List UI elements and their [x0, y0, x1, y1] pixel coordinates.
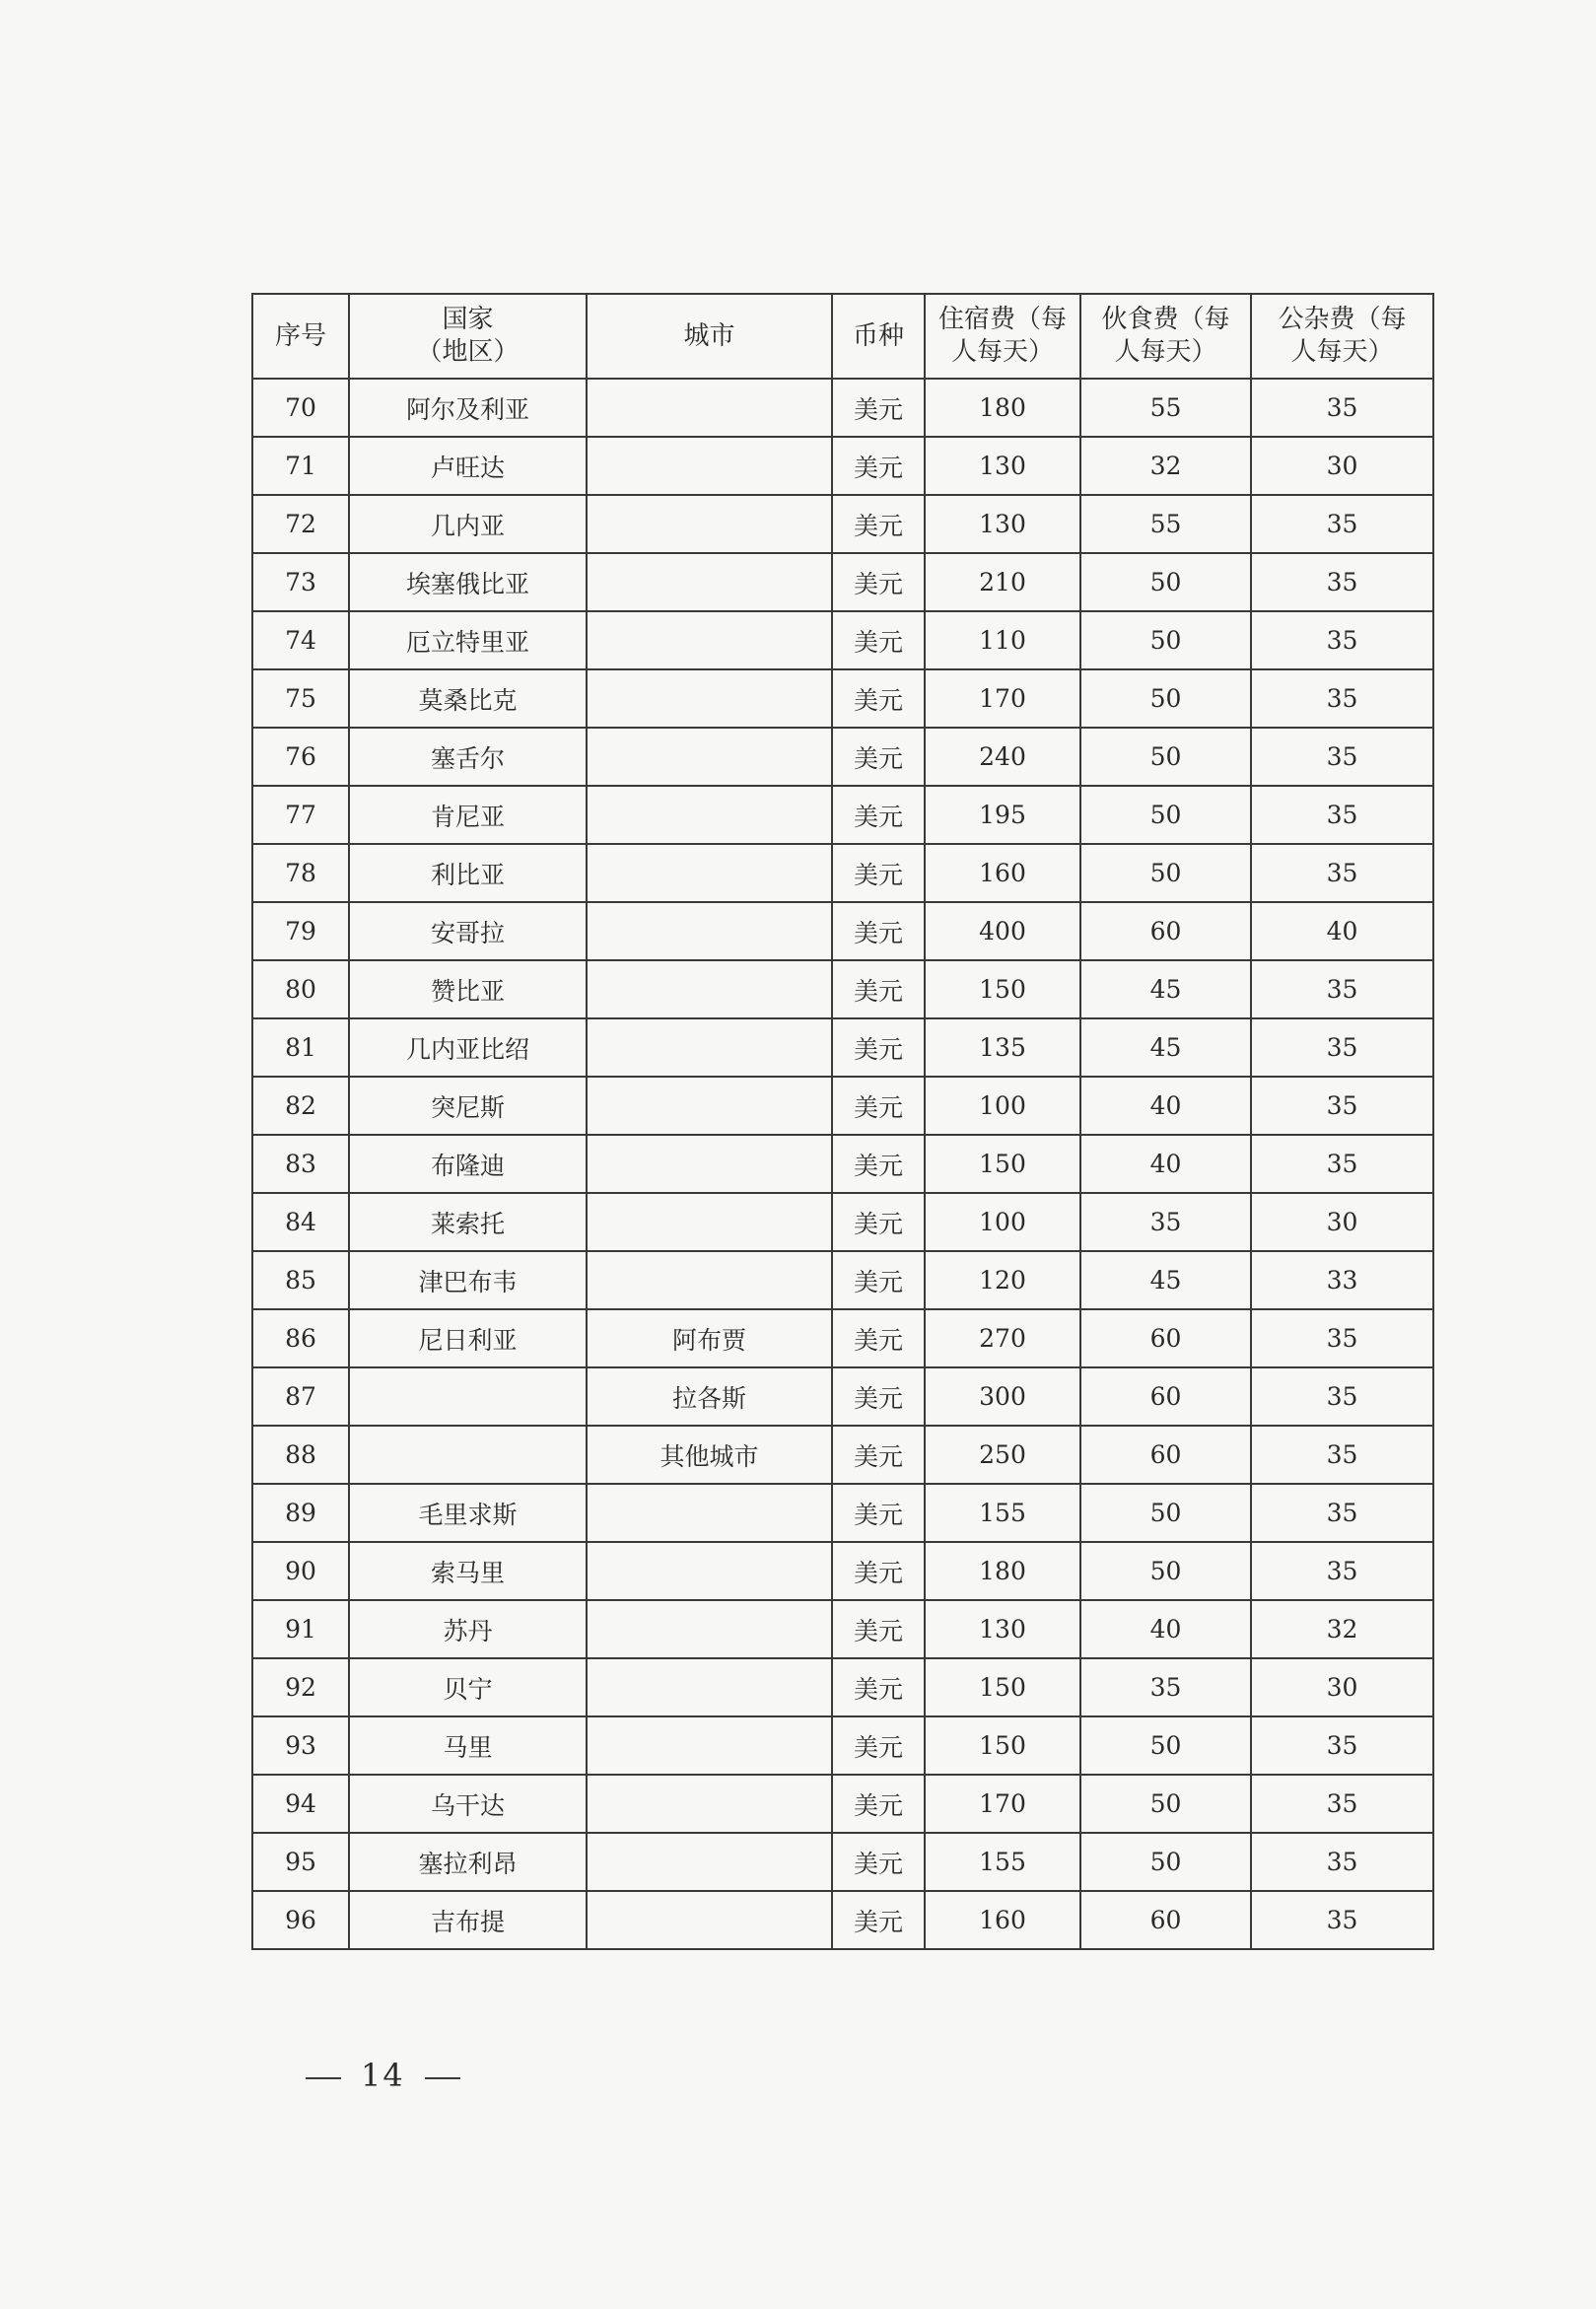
table-row — [252, 1484, 1433, 1542]
table-row — [252, 1309, 1433, 1367]
cell-misc: 30 — [1251, 1658, 1433, 1716]
cell-currency: 美元 — [832, 1484, 925, 1542]
cell-lodging: 150 — [925, 1135, 1080, 1193]
cell-misc: 32 — [1251, 1600, 1433, 1658]
cell-city — [587, 495, 832, 553]
cell-country: 埃塞俄比亚 — [349, 553, 587, 611]
cell-meals: 50 — [1080, 669, 1251, 728]
cell-currency: 美元 — [832, 1251, 925, 1309]
cell-meals: 50 — [1080, 611, 1251, 669]
table-header-row — [252, 294, 1433, 379]
cell-meals: 60 — [1080, 1891, 1251, 1949]
cell-city: 拉各斯 — [587, 1367, 832, 1426]
cell-lodging: 250 — [925, 1426, 1080, 1484]
cell-currency: 美元 — [832, 902, 925, 960]
cell-lodging: 120 — [925, 1251, 1080, 1309]
header-line: 币种 — [852, 320, 904, 351]
cell-city — [587, 728, 832, 786]
cell-currency: 美元 — [832, 669, 925, 728]
cell-lodging: 135 — [925, 1018, 1080, 1077]
cell-index: 95 — [252, 1833, 349, 1891]
cell-city — [587, 1658, 832, 1716]
cell-currency: 美元 — [832, 437, 925, 495]
cell-meals: 60 — [1080, 902, 1251, 960]
cell-city — [587, 1542, 832, 1600]
cell-meals: 50 — [1080, 1484, 1251, 1542]
cell-lodging: 150 — [925, 960, 1080, 1018]
cell-lodging: 155 — [925, 1833, 1080, 1891]
cell-meals: 50 — [1080, 1775, 1251, 1833]
cell-city: 阿布贾 — [587, 1309, 832, 1367]
cell-meals: 50 — [1080, 1542, 1251, 1600]
cell-city — [587, 1193, 832, 1251]
cell-index: 79 — [252, 902, 349, 960]
table-row — [252, 611, 1433, 669]
cell-country: 乌干达 — [349, 1775, 587, 1833]
cell-city: 其他城市 — [587, 1426, 832, 1484]
table-row — [252, 1775, 1433, 1833]
cell-currency: 美元 — [832, 1600, 925, 1658]
cell-country: 津巴布韦 — [349, 1251, 587, 1309]
cell-country: 布隆迪 — [349, 1135, 587, 1193]
header-line: 伙食费（每 — [1101, 305, 1230, 334]
cell-country: 索马里 — [349, 1542, 587, 1600]
cell-index: 84 — [252, 1193, 349, 1251]
cell-index: 80 — [252, 960, 349, 1018]
cell-meals: 40 — [1080, 1600, 1251, 1658]
cell-city — [587, 1077, 832, 1135]
header-currency — [832, 294, 925, 379]
cell-country: 安哥拉 — [349, 902, 587, 960]
cell-city — [587, 844, 832, 902]
cell-misc: 35 — [1251, 1018, 1433, 1077]
cell-index: 85 — [252, 1251, 349, 1309]
header-line: 国家 — [442, 305, 494, 334]
cell-lodging: 130 — [925, 1600, 1080, 1658]
header-line: 住宿费（每 — [937, 305, 1067, 334]
table-row — [252, 1193, 1433, 1251]
cell-country: 吉布提 — [349, 1891, 587, 1949]
header-index — [252, 294, 349, 379]
cell-city — [587, 1833, 832, 1891]
cell-misc: 35 — [1251, 1542, 1433, 1600]
cell-misc: 35 — [1251, 495, 1433, 553]
cell-misc: 35 — [1251, 1077, 1433, 1135]
cell-index: 77 — [252, 786, 349, 844]
cell-meals: 55 — [1080, 495, 1251, 553]
cell-city — [587, 437, 832, 495]
cell-city — [587, 1600, 832, 1658]
page-number-dash-left — [306, 2077, 341, 2079]
cell-country: 卢旺达 — [349, 437, 587, 495]
cell-misc: 35 — [1251, 1891, 1433, 1949]
cell-lodging: 195 — [925, 786, 1080, 844]
cell-currency: 美元 — [832, 1542, 925, 1600]
cell-currency: 美元 — [832, 1775, 925, 1833]
cell-country: 肯尼亚 — [349, 786, 587, 844]
cell-currency: 美元 — [832, 379, 925, 437]
cell-country: 赞比亚 — [349, 960, 587, 1018]
cell-misc: 30 — [1251, 1193, 1433, 1251]
cell-country: 几内亚 — [349, 495, 587, 553]
cell-country: 苏丹 — [349, 1600, 587, 1658]
cell-misc: 35 — [1251, 1833, 1433, 1891]
page-number — [286, 2057, 480, 2094]
cell-city — [587, 902, 832, 960]
cell-lodging: 180 — [925, 1542, 1080, 1600]
cell-meals: 45 — [1080, 960, 1251, 1018]
cell-meals: 60 — [1080, 1309, 1251, 1367]
table-row — [252, 902, 1433, 960]
cell-currency: 美元 — [832, 1716, 925, 1775]
cell-misc: 35 — [1251, 1309, 1433, 1367]
cell-city — [587, 379, 832, 437]
cell-city — [587, 1251, 832, 1309]
cell-index: 82 — [252, 1077, 349, 1135]
table-row — [252, 1426, 1433, 1484]
table-row — [252, 437, 1433, 495]
cell-meals: 50 — [1080, 728, 1251, 786]
table-row — [252, 669, 1433, 728]
cell-misc: 35 — [1251, 786, 1433, 844]
cell-currency: 美元 — [832, 1018, 925, 1077]
cell-city — [587, 611, 832, 669]
table-row — [252, 1716, 1433, 1775]
cell-meals: 32 — [1080, 437, 1251, 495]
cell-lodging: 150 — [925, 1658, 1080, 1716]
cell-country: 阿尔及利亚 — [349, 379, 587, 437]
cell-index: 73 — [252, 553, 349, 611]
page-number-text: 14 — [361, 2057, 405, 2094]
table-row — [252, 1018, 1433, 1077]
cell-meals: 60 — [1080, 1367, 1251, 1426]
cell-meals: 45 — [1080, 1018, 1251, 1077]
cell-country: 利比亚 — [349, 844, 587, 902]
cell-index: 71 — [252, 437, 349, 495]
cell-index: 90 — [252, 1542, 349, 1600]
cell-index: 88 — [252, 1426, 349, 1484]
table-row — [252, 960, 1433, 1018]
cell-lodging: 110 — [925, 611, 1080, 669]
cell-index: 92 — [252, 1658, 349, 1716]
cell-lodging: 100 — [925, 1077, 1080, 1135]
table-row — [252, 553, 1433, 611]
cell-meals: 50 — [1080, 1833, 1251, 1891]
cell-index: 75 — [252, 669, 349, 728]
cell-lodging: 240 — [925, 728, 1080, 786]
cell-lodging: 170 — [925, 669, 1080, 728]
table-row — [252, 1833, 1433, 1891]
cell-index: 83 — [252, 1135, 349, 1193]
cell-index: 93 — [252, 1716, 349, 1775]
cell-misc: 35 — [1251, 1135, 1433, 1193]
cell-country — [349, 1426, 587, 1484]
cell-currency: 美元 — [832, 611, 925, 669]
cell-index: 89 — [252, 1484, 349, 1542]
cell-meals: 50 — [1080, 786, 1251, 844]
cell-misc: 33 — [1251, 1251, 1433, 1309]
cell-meals: 40 — [1080, 1077, 1251, 1135]
cell-lodging: 100 — [925, 1193, 1080, 1251]
header-lodging — [925, 294, 1080, 379]
cell-currency: 美元 — [832, 1658, 925, 1716]
cell-misc: 40 — [1251, 902, 1433, 960]
cell-lodging: 130 — [925, 495, 1080, 553]
header-country — [349, 294, 587, 379]
cell-index: 78 — [252, 844, 349, 902]
cell-currency: 美元 — [832, 960, 925, 1018]
allowance-table — [251, 293, 1434, 1950]
cell-country: 塞拉利昂 — [349, 1833, 587, 1891]
cell-country — [349, 1367, 587, 1426]
cell-meals: 50 — [1080, 553, 1251, 611]
cell-city — [587, 960, 832, 1018]
cell-country: 贝宁 — [349, 1658, 587, 1716]
cell-index: 96 — [252, 1891, 349, 1949]
cell-city — [587, 1018, 832, 1077]
cell-country: 莱索托 — [349, 1193, 587, 1251]
cell-currency: 美元 — [832, 1135, 925, 1193]
cell-meals: 45 — [1080, 1251, 1251, 1309]
table-row — [252, 495, 1433, 553]
table-row — [252, 1891, 1433, 1949]
cell-meals: 55 — [1080, 379, 1251, 437]
cell-lodging: 160 — [925, 1891, 1080, 1949]
cell-misc: 35 — [1251, 844, 1433, 902]
table-row — [252, 1600, 1433, 1658]
header-meals — [1080, 294, 1251, 379]
table-body — [252, 379, 1433, 1949]
cell-currency: 美元 — [832, 1891, 925, 1949]
cell-lodging: 210 — [925, 553, 1080, 611]
cell-city — [587, 786, 832, 844]
cell-misc: 35 — [1251, 669, 1433, 728]
cell-meals: 35 — [1080, 1658, 1251, 1716]
cell-index: 81 — [252, 1018, 349, 1077]
cell-currency: 美元 — [832, 553, 925, 611]
cell-currency: 美元 — [832, 1193, 925, 1251]
cell-currency: 美元 — [832, 1077, 925, 1135]
cell-misc: 30 — [1251, 437, 1433, 495]
table-row — [252, 379, 1433, 437]
cell-lodging: 130 — [925, 437, 1080, 495]
cell-currency: 美元 — [832, 844, 925, 902]
header-line: 人每天） — [950, 337, 1054, 367]
cell-lodging: 150 — [925, 1716, 1080, 1775]
table-row — [252, 1135, 1433, 1193]
cell-misc: 35 — [1251, 1426, 1433, 1484]
cell-country: 毛里求斯 — [349, 1484, 587, 1542]
header-line: 序号 — [274, 320, 326, 351]
header-city — [587, 294, 832, 379]
cell-city — [587, 1135, 832, 1193]
header-line: （地区） — [416, 337, 520, 367]
cell-meals: 50 — [1080, 844, 1251, 902]
cell-lodging: 155 — [925, 1484, 1080, 1542]
cell-city — [587, 1484, 832, 1542]
cell-misc: 35 — [1251, 553, 1433, 611]
page-number-dash-right — [425, 2077, 460, 2079]
cell-country: 厄立特里亚 — [349, 611, 587, 669]
table-row — [252, 1542, 1433, 1600]
cell-index: 72 — [252, 495, 349, 553]
cell-currency: 美元 — [832, 1309, 925, 1367]
cell-city — [587, 553, 832, 611]
cell-currency: 美元 — [832, 1367, 925, 1426]
table-row — [252, 1367, 1433, 1426]
cell-index: 70 — [252, 379, 349, 437]
cell-country: 几内亚比绍 — [349, 1018, 587, 1077]
cell-currency: 美元 — [832, 728, 925, 786]
cell-misc: 35 — [1251, 379, 1433, 437]
cell-misc: 35 — [1251, 1716, 1433, 1775]
table-row — [252, 728, 1433, 786]
cell-index: 74 — [252, 611, 349, 669]
cell-meals: 35 — [1080, 1193, 1251, 1251]
cell-country: 莫桑比克 — [349, 669, 587, 728]
cell-city — [587, 669, 832, 728]
cell-country: 尼日利亚 — [349, 1309, 587, 1367]
cell-lodging: 300 — [925, 1367, 1080, 1426]
cell-country: 塞舌尔 — [349, 728, 587, 786]
cell-city — [587, 1891, 832, 1949]
cell-misc: 35 — [1251, 1775, 1433, 1833]
table-row — [252, 1077, 1433, 1135]
cell-lodging: 180 — [925, 379, 1080, 437]
cell-lodging: 160 — [925, 844, 1080, 902]
cell-lodging: 170 — [925, 1775, 1080, 1833]
cell-meals: 40 — [1080, 1135, 1251, 1193]
cell-index: 91 — [252, 1600, 349, 1658]
table-row — [252, 786, 1433, 844]
cell-meals: 50 — [1080, 1716, 1251, 1775]
cell-city — [587, 1775, 832, 1833]
cell-misc: 35 — [1251, 728, 1433, 786]
cell-lodging: 400 — [925, 902, 1080, 960]
cell-index: 87 — [252, 1367, 349, 1426]
cell-city — [587, 1716, 832, 1775]
cell-index: 86 — [252, 1309, 349, 1367]
cell-currency: 美元 — [832, 786, 925, 844]
table-row — [252, 844, 1433, 902]
cell-currency: 美元 — [832, 1426, 925, 1484]
header-line: 城市 — [683, 320, 735, 351]
header-line: 人每天） — [1114, 337, 1217, 367]
cell-misc: 35 — [1251, 1484, 1433, 1542]
header-line: 人每天） — [1290, 337, 1394, 367]
table-row — [252, 1658, 1433, 1716]
cell-country: 突尼斯 — [349, 1077, 587, 1135]
table-row — [252, 1251, 1433, 1309]
cell-country: 马里 — [349, 1716, 587, 1775]
cell-index: 94 — [252, 1775, 349, 1833]
cell-misc: 35 — [1251, 960, 1433, 1018]
cell-meals: 60 — [1080, 1426, 1251, 1484]
header-misc — [1251, 294, 1433, 379]
cell-misc: 35 — [1251, 1367, 1433, 1426]
header-line: 公杂费（每 — [1278, 305, 1407, 334]
cell-misc: 35 — [1251, 611, 1433, 669]
cell-currency: 美元 — [832, 1833, 925, 1891]
cell-index: 76 — [252, 728, 349, 786]
cell-currency: 美元 — [832, 495, 925, 553]
cell-lodging: 270 — [925, 1309, 1080, 1367]
